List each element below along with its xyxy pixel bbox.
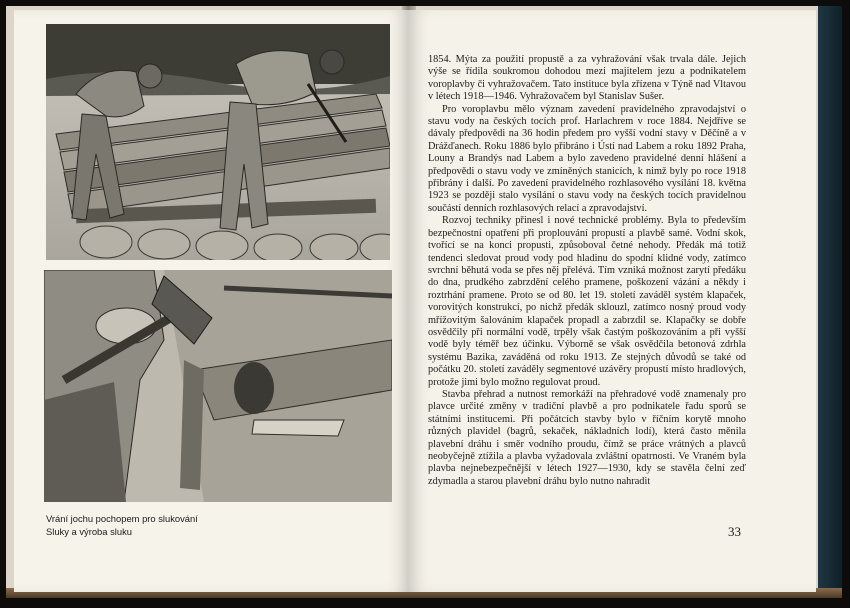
photo-caption <box>46 512 346 538</box>
paragraph: Stavba přehrad a nutnost remorkáží na přehradové vodě znamenaly pro plavce určité změny v tradiční plavbě a pro podnikatele řadu sporů se státními institucemi. Při počátcích stavby bylo v říčním korytě mnoho různých plavidel (bagrů, sekaček, nákladních lodí), která často měnila plavební dráhu i směr vodního proudu, čímž se práce vrátných a plavců neobyčejně ztížila a plavba vyžadovala zvláštní opatrnosti. Ve Vraném byla plavba nejnebezpečnější v létech 1927—1930, kdy se stavěla čelní zeď zdymadla a starou plavební dráhu bylo nutno nahradit <box>428 388 746 487</box>
book-cover-edge <box>818 6 842 598</box>
paragraph: 1854. Mýta za použití propustě a za vyhražování však trvala dále. Jejich výše se řídila soukromou dohodou mezi majitelem jezu a podnikatelem voroplavby či vyhražovačem. Tato instituce byla zřízena v Týně nad Vltavou v létech 1918—1946. Vyhražovačem byl Stanislav Sušer. <box>428 54 746 103</box>
paragraph: Pro voroplavbu mělo význam zavedení pravidelného zpravodajství o stavu vody na českých tocích prof. Harlachrem v roce 1884. Nejdříve se dávaly předpovědi na 36 hodin předem pro vyšší vodní stavy v Děčíně a v Drážďanech. Roku 1886 bylo přibráno i Ústí nad Labem a roku 1892 Praha, Louny a Brandýs nad Labem a bylo zavedeno pravidelné denní hlášení a předpovědi o stavu vody ve zmíněných stanicích, k nimž byly po roce 1918 přibrány i další. Po zavedení pravidelného rozhlasového vysílání 18. května 1923 se později stalo vysílání o stavu vody na českých tocích pravidelnou součástí denních rozhlasových relací a zpravodajství. <box>428 103 746 214</box>
photo-axe-detail <box>44 270 392 502</box>
caption-line-1: Vrání jochu pochopem pro slukování <box>46 513 198 524</box>
open-book <box>6 6 842 598</box>
body-text <box>428 54 746 488</box>
paragraph: Rozvoj techniky přinesl i nové technické problémy. Byla to především bezpečnostní opatření při proplouvání propustí a plavbě samé. Vodní skok, tvořící se na konci propusti, způsoboval četné nehody. Předák má totiž tendenci sledovat proud vody pod hladinu do spodní klidné vody, zatímco svrchní běhutá voda se přes něj přelévá. Tím vzniká možnost zarytí předáku do dna, prudkého zabrzdění celého pramene, poškození vázání a někdy i roztrhání pramene. Proto se od 80. let 19. století zaváděl systém klapaček, vorovitých konstrukcí, po nichž předák sklouzl, zatímco nosný proud vody mřížovitým šalováním klapaček propadl a zabrzdil se. Klapačky se dobře osvědčily při normální vodě, trpěly však častým poškozováním a při vyšší vodě byly téměř bez účinku. Výborně se však osvědčila betonová zdrhla systému Bazika, zaváděná od roku 1913. Ze stejných důvodů se také od počátku 20. století zaváděly segmentové uzávěry propustí místo hradlových, protože jimi bylo možno regulovat proud. <box>428 215 746 388</box>
page-number: 33 <box>728 524 741 539</box>
photo-raft-workers <box>46 24 390 260</box>
caption-line-2: Sluky a výroba sluku <box>46 526 132 537</box>
